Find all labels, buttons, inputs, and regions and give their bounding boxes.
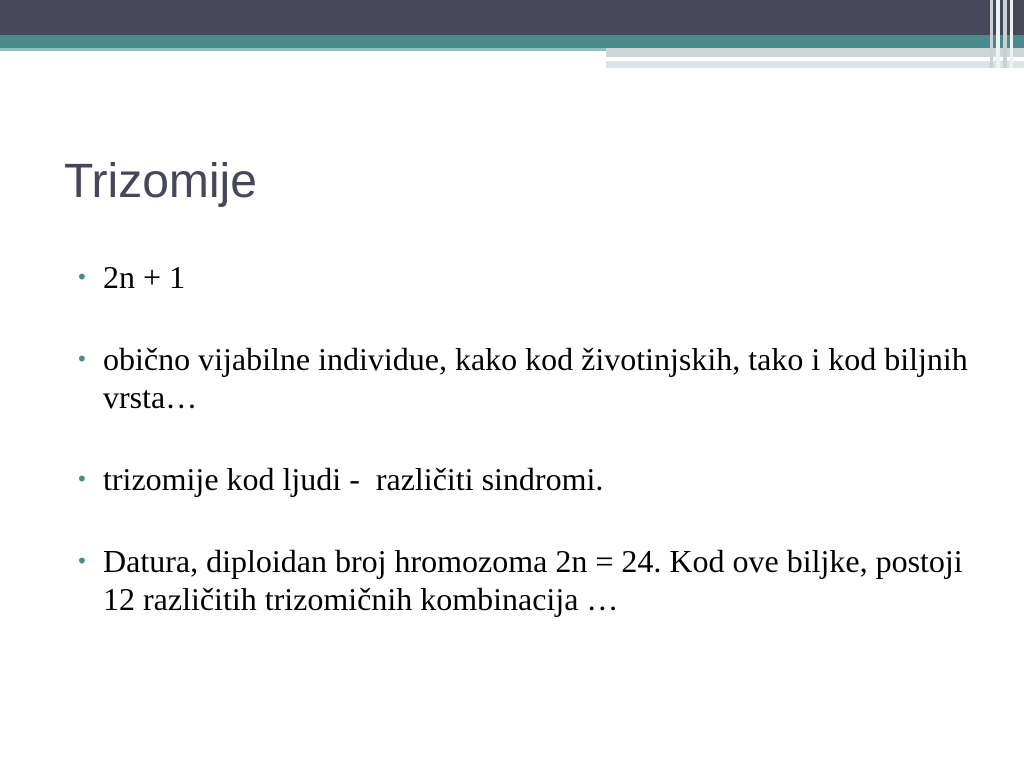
bullet-text: trizomije kod ljudi - različiti sindromi. bbox=[103, 461, 604, 497]
slide-title: Trizomije bbox=[64, 155, 257, 208]
bullet-item bbox=[76, 542, 976, 618]
bullet-item bbox=[76, 460, 976, 498]
header-band-grey-lower bbox=[606, 61, 1024, 68]
bullet-item bbox=[76, 258, 976, 296]
bullet-icon: • bbox=[76, 549, 88, 573]
header-band-grey bbox=[606, 48, 1024, 57]
bullet-icon: • bbox=[76, 265, 88, 289]
bullet-text: Datura, diploidan broj hromozoma 2n = 24. Kod ove biljke, postoji 12 različitih trizomičnih kombinacija … bbox=[103, 543, 963, 617]
header-band-teal bbox=[0, 35, 1024, 48]
header-band-teal-light bbox=[0, 48, 608, 51]
header-band-divider bbox=[606, 57, 946, 59]
bullet-text: 2n + 1 bbox=[103, 259, 186, 295]
header-right-stripes bbox=[990, 0, 1024, 68]
bullet-item bbox=[76, 340, 976, 416]
bullet-icon: • bbox=[76, 347, 88, 371]
header-band-dark bbox=[0, 0, 1024, 35]
bullet-text: obično vijabilne individue, kako kod životinjskih, tako i kod biljnih vrsta… bbox=[103, 341, 968, 415]
bullet-list bbox=[76, 258, 976, 662]
bullet-icon: • bbox=[76, 467, 88, 491]
